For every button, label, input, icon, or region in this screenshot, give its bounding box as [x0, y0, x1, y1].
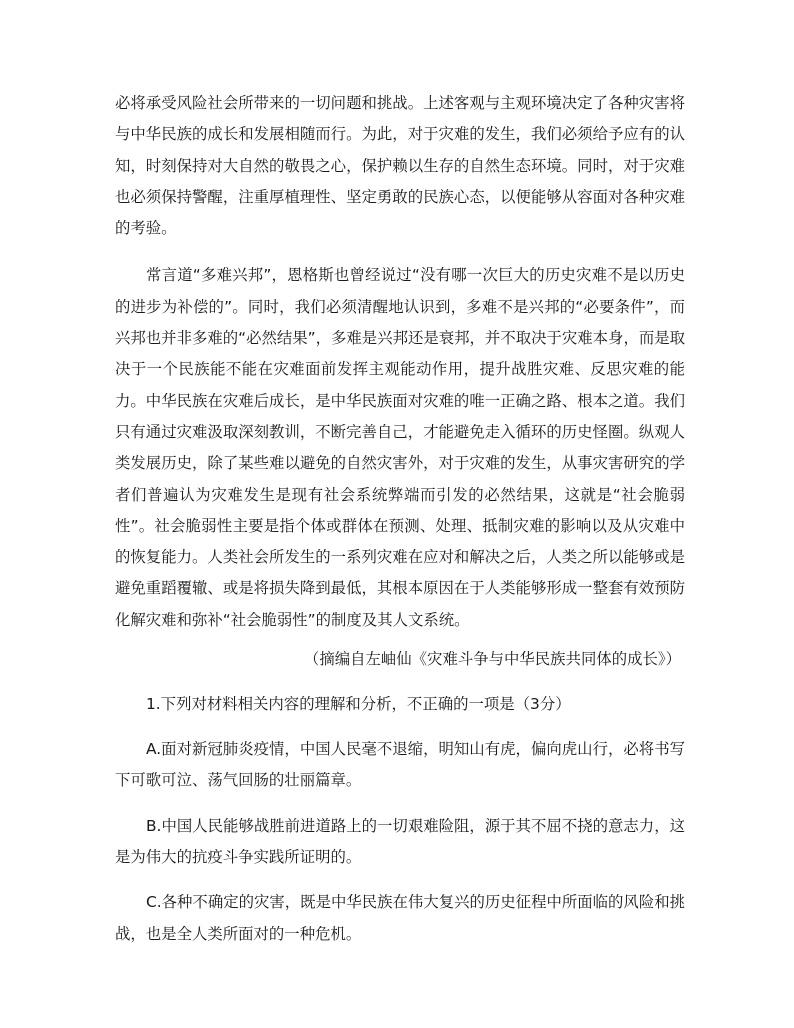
- option-b: B.中国人民能够战胜前进道路上的一切艰难险阻，源于其不屈不挠的意志力，这是为伟大的抗疫斗争实践所证明的。: [115, 816, 685, 866]
- passage-source: （摘编自左岫仙《灾难斗争与中华民族共同体的成长》）: [303, 650, 681, 669]
- passage-paragraph-1: 必将承受风险社会所带来的一切问题和挑战。上述客观与主观环境决定了各种灾害将与中华民族的成长和发展相随而行。为此，对于灾难的发生，我们必须给予应有的认知，时刻保持对大自然的敬畏之心，保护赖以生存的自然生态环境。同时，对于灾难也必须保持警醒，注重厚植理性、坚定勇敢的民族心态，以便能够从容面对各种灾难的考验。: [115, 94, 685, 238]
- document-page: [115, 88, 685, 950]
- passage-paragraph-2: 常言道“多难兴邦”，恩格斯也曾经说过“没有哪一次巨大的历史灾难不是以历史的进步为补偿的”。同时，我们必须清醒地认识到，多难不是兴邦的“必要条件”，而兴邦也并非多难的“必然结果”，多难是兴邦还是衰邦，并不取决于灾难本身，而是取决于一个民族能不能在灾难面前发挥主观能动作用，提升战胜灾难、反思灾难的能力。中华民族在灾难后成长，是中华民族面对灾难的唯一正确之路、根本之道。我们只有通过灾难汲取深刻教训，不断完善自己，才能避免走入循环的历史怪圈。纵观人类发展历史，除了某些难以避免的自然灾害外，对于灾难的发生，从事灾害研究的学者们普遍认为灾难发生是现有社会系统弊端而引发的必然结果，这就是“社会脆弱性”。社会脆弱性主要是指个体或群体在预测、处理、抵制灾难的影响以及从灾难中的恢复能力。人类社会所发生的一系列灾难在应对和解决之后，人类之所以能够或是避免重蹈覆辙、或是将损失降到最低，其根本原因在于人类能够形成一整套有效预防化解灾难和弥补“社会脆弱性”的制度及其人文系统。: [115, 266, 686, 629]
- option-c: C.各种不确定的灾害，既是中华民族在伟大复兴的历史征程中所面临的风险和挑战，也是全人类所面对的一种危机。: [115, 893, 685, 943]
- option-a: A.面对新冠肺炎疫情，中国人民毫不退缩，明知山有虎，偏向虎山行，必将书写下可歌可泣、荡气回肠的壮丽篇章。: [115, 740, 685, 790]
- question-prompt: 1.下列对材料相关内容的理解和分析，不正确的一项是（3分）: [146, 695, 571, 714]
